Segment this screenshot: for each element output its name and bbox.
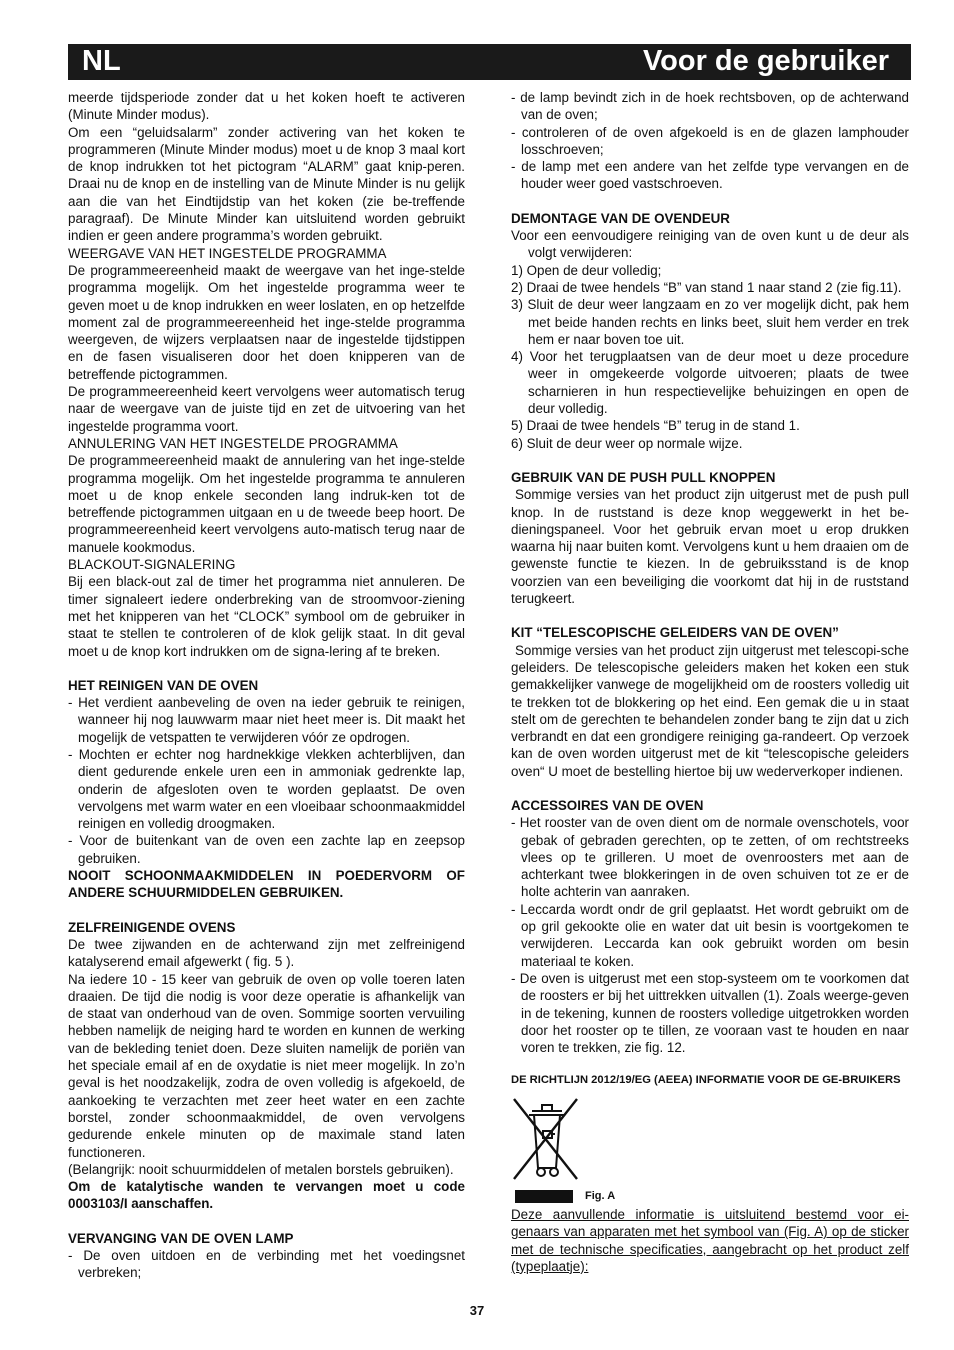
list-item: - De oven uitdoen en de verbinding met het voedingsnet verbreken; [68,1248,465,1281]
list-item: 6) Sluit de deur weer op normale wijze. [511,435,743,451]
list-item: - de lamp bevindt zich in de hoek rechtsboven, op de achterwand van de oven; [511,90,909,123]
paragraph: meerde tijdsperiode zonder dat u het koken hoeft te activeren (Minute Minder modus). [68,90,465,123]
paragraph: Na iedere 10 - 15 keer van gebruik de oven op volle toeren laten draaien. De tijd die nodig is voor deze operatie is afhankelijk van de staat van onderhoud van de oven. Sommige soorten vervuiling hebben namelijk de neiging hard te worden en kunnen de werking van de bekleding teniet doen. Deze sluiten namelijk de poriën van het speciale email af en de oxydatie is niet meer mogelijk. In zo’n geval is het noodzakelijk, zodra de oven volledig is afgekoeld, de aankoeking te verzachten met zeer heet water en een zachte borstel, zonder schoonmaakmiddel, de oven vervolgens gedurende enkele minuten op de maximale stand laten functioneren. [68,971,465,1160]
paragraph: Bij een black-out zal de timer het programma niet annuleren. De timer signaleert iedere onderbreking van de stroomvoor-ziening met het knipperen van het “CLOCK” symbool om de gebruiker in staat te stellen te controleren of de klok gelijk staat. In dit geval moet u de knop kort indrukken om de signa-lering af te breken. [68,574,465,659]
list-item: - De oven is uitgerust met een stop-systeem om te voorkomen dat de roosters er bij het uittrekken uitvallen (1). Zoals weerge-geven in de tekening, kunnen de roosters volledige uitgetrokken worden door het rooster op te tillen, ze vooraan vast te houden en naar voren te trekken, zie fig. 12. [511,970,909,1056]
paragraph: De programmeereenheid maakt de weergave van het inge-stelde programma mogelijk. Om het ingestelde programma weer te geven moet u de knop indrukken en weer loslaten, en op hetzelfde moment zal de programmeereenheid het inge-stelde programma weergeven, de wijzers verplaatsen naar de ingestelde tijdstippen en de fasen visualiseren door het doen knipperen van de betreffende pictogrammen. [68,262,465,382]
section-heading: ACCESSOIRES VAN DE OVEN [511,797,704,813]
crossed-bin-icon [511,1094,581,1184]
black-bar-symbol [515,1190,573,1203]
list-item: - Leccarda wordt ondr de gril geplaatst. Het wordt gebruikt om de op gril gekookte olie en water dat uit besin is voortgekomen te verwijderen. Leccarda kan ook gebruikt worden om besin materiaal te koken. [511,901,909,969]
subheading: WEERGAVE VAN HET INGESTELDE PROGRAMMA [68,245,387,261]
list-item: - de lamp met een andere van het zelfde type vervangen en de houder weer goed vastschroeven. [511,159,909,192]
list-item: - Voor de buitenkant van de oven een zachte lap en zeepsop gebruiken. [68,833,465,866]
left-column [68,89,465,1282]
list-item: - controleren of de oven afgekoeld is en de glazen lamphouder losschroeven; [511,124,909,157]
list-item: 4) Voor het terugplaatsen van de deur moet u deze procedure weer in omgekeerde volgorde uitvoeren; plaats de twee scharnieren in hun respectievelijke behuizingen en open de deur volledig. [511,349,909,417]
page-number: 37 [469,1303,485,1318]
section-heading: KIT “TELESCOPISCHE GELEIDERS VAN DE OVEN” [511,625,839,641]
section-heading: VERVANGING VAN DE OVEN LAMP [68,1230,294,1246]
list-item: 2) Draai de twee hendels “B” van stand 1 naar stand 2 (zie fig.11). [511,279,902,295]
list-item: - Het verdient aanbeveling de oven na ieder gebruik te reinigen, wanneer hij nog lauwwarm maar niet heet meer is. Dit maakt het mogelijk de vetspatten te verwijderen vóór ze opdrogen. [68,695,465,745]
paragraph: De programmeereenheid maakt de annulering van het inge-stelde programma mogelijk. Om het ingestelde programma te annuleren moet u de knop enkele seconden lang indruk-ken tot de betreffende pictogrammen uitgaan en u de tweede beep hoort. De programmeereenheid keert vervolgens auto-matisch terug naar de manuele kookmodus. [68,453,465,555]
paragraph: Om een “geluidsalarm” zonder activering van het koken te programmeren (Minute Minder modus) moet u de knop 3 maal kort de knop indrukken tot het pictogram “ALARM” gaat knip-peren. Draai nu de knop en de instelling van de Minute Minder is nu gelijk aan die van het Eindtijdstip van het koken (zie be-treffende paragraaf). De Minute Minder kan uitsluitend worden gebruikt indien er geen andere programma’s worden gebruikt. [68,124,465,244]
section-heading: DE RICHTLIJN 2012/19/EG (AEEA) INFORMATIE VOOR DE GE-BRUIKERS [511,1074,901,1087]
figure-label: Fig. A [585,1189,616,1202]
section-heading: HET REINIGEN VAN DE OVEN [68,677,259,693]
section-heading: ZELFREINIGENDE OVENS [68,919,236,935]
section-heading: DEMONTAGE VAN DE OVENDEUR [511,210,730,226]
paragraph: Sommige versies van het product zijn uitgerust met telescopi-sche geleiders. De telescopische geleiders maken het koken een stuk gemakkelijker vanwege de mogelijkheid om de roosters volledig uit te trekken tot de blokkering op het eind. Een gemak die u in staat stelt om de gerechten te behandelen zonder bang te zijn dat u zich verbrandt en dat een grondigere reiniging ga-randeert. Op verzoek kan de oven worden uitgerust met de kit “telescopische geleiders oven“ U moet de bestelling hiertoe bij uw wederverkoper indienen. [511,642,909,779]
subheading: ANNULERING VAN HET INGESTELDE PROGRAMMA [68,435,398,451]
list-item: 3) Sluit de deur weer langzaam en zo ver mogelijk dicht, pak hem met beide handen rechts en links beet, sluit hem verder en trek hem er naar boven toe uit. [511,297,909,347]
language-code: NL [82,45,121,77]
page-header [68,44,911,80]
paragraph: De twee zijwanden en de achterwand zijn met zelfreinigend katalyserend email afgewerkt ( fig. 5 ). [68,936,465,970]
weee-symbol [511,1094,909,1186]
paragraph: De programmeereenheid keert vervolgens weer automatisch terug naar de weergave van de juiste tijd en zet de uitvoering van het ingestelde programma voort. [68,384,465,434]
code-note: Om de katalytische wanden te vervangen moet u code 0003103/I aanschaffen. [68,1179,465,1212]
list-item: 5) Draai de twee hendels “B” terug in de stand 1. [511,418,800,434]
page-title: Voor de gebruiker [642,45,889,77]
right-column [511,89,909,1275]
subheading: BLACKOUT-SIGNALERING [68,557,236,573]
list-item: - Mochten er echter nog hardnekkige vlekken achterblijven, dan dient gedurende enkele uren een in ammoniak gedrenkte lap, onderin de afgesloten oven te worden geplaatst. De oven vervolgens met warm water en een vloeibaar schoonmaakmiddel reinigen en volledig droogmaken. [68,746,465,832]
paragraph: Sommige versies van het product zijn uitgerust met de push pull knop. In de ruststand is deze knop weggewerkt in het be-dieningspaneel. Voor het gebruik ervan moet u erop drukken waarna hij naar buiten komt. Vervolgens kunt u hem draaien om de gewenste functie te kiezen. In de gebruiksstand is de knop voorzien van een beveiliging die voorkomt dat hij in de ruststand terugkeert. [511,487,909,607]
paragraph: Voor een eenvoudigere reiniging van de oven kunt u de deur als volgt verwijderen: [511,228,909,261]
paragraph: Deze aanvullende informatie is uitsluitend bestemd voor ei-genaars van apparaten met het symbool van (Fig. A) op de sticker met de technische specificaties, aangebracht op het product zelf (typeplaatje): [511,1206,909,1274]
paragraph: (Belangrijk: nooit schuurmiddelen of metalen borstels gebruiken). [68,1161,454,1177]
list-item: - Het rooster van de oven dient om de normale ovenschotels, voor gebak of gebraden gerechten, op te zetten, of om rechtstreeks vlees op te grilleren. U moet de ovenroosters met aan de achterkant twee blokkeringen in de oven schuiven tot ze er de holte achterin van aanraken. [511,815,909,900]
section-heading: GEBRUIK VAN DE PUSH PULL KNOPPEN [511,469,776,485]
figure-caption [511,1186,909,1206]
list-item: 1) Open de deur volledig; [511,262,662,278]
warning-text: NOOIT SCHOONMAAKMIDDELEN IN POEDERVORM OF ANDERE SCHUURMIDDELEN GEBRUIKEN. [68,868,465,901]
